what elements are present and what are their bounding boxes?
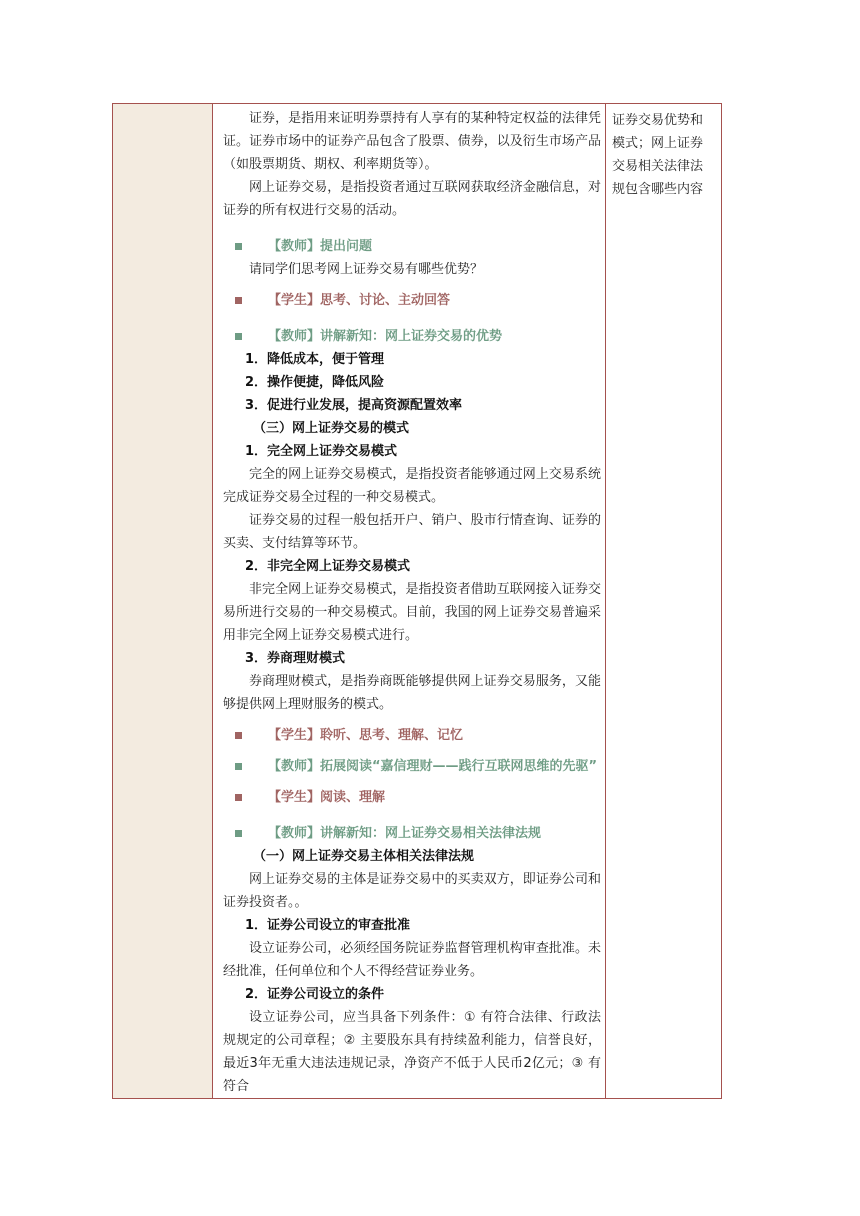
paragraph: 完全的网上证券交易模式，是指投资者能够通过网上交易系统完成证券交易全过程的一种交易模式。 [223,467,601,505]
paragraph: 证券，是指用来证明券票持有人享有的某种特定权益的法律凭证。证券市场中的证券产品包含了股票、债券，以及衍生市场产品（如股票期货、期权、利率期货等）。 [223,111,601,172]
square-bullet-icon [235,333,242,340]
activity-label: 【学生】思考、讨论、主动回答 [268,293,451,308]
paragraph: 请同学们思考网上证券交易有哪些优势？ [249,262,484,277]
subheading: 3．促进行业发展，提高资源配置效率 [245,398,463,413]
activity-label: 【教师】讲解新知：网上证券交易相关法律法规 [268,826,542,841]
square-bullet-icon [235,830,242,837]
subheading: 2．证券公司设立的条件 [245,987,385,1002]
square-bullet-icon [235,794,242,801]
activity-label: 【学生】聆听、思考、理解、记忆 [268,728,464,743]
student-activity [223,289,601,312]
activity-label: 【教师】讲解新知：网上证券交易的优势 [268,329,503,344]
student-activity [223,724,601,747]
student-activity [223,786,601,809]
teacher-activity [223,822,601,845]
paragraph: 网上证券交易的主体是证券交易中的买卖双方，即证券公司和证券投资者。。 [223,872,601,910]
paragraph: 设立证券公司，应当具备下列条件：① 有符合法律、行政法规规定的公司章程；② 主要股东具有持续盈利能力，信誉良好，最近3年无重大违法违规记录，净资产不低于人民币2亿元；③ 有符合 [223,1010,601,1094]
activity-label: 【教师】提出问题 [268,239,373,254]
section-heading: （一）网上证券交易主体相关法律法规 [253,849,475,864]
paragraph: 证券交易的过程一般包括开户、销户、股市行情查询、证券的买卖、支付结算等环节。 [223,513,601,551]
subheading: 2．非完全网上证券交易模式 [245,559,411,574]
lesson-plan-table [112,103,722,1099]
subheading: 3．券商理财模式 [245,651,346,666]
subheading: 1．完全网上证券交易模式 [245,444,398,459]
paragraph: 网上证券交易，是指投资者通过互联网获取经济金融信息，对证券的所有权进行交易的活动。 [223,180,601,218]
subheading: 1．证券公司设立的审查批准 [245,918,411,933]
square-bullet-icon [235,732,242,739]
paragraph: 设立证券公司，必须经国务院证券监督管理机构审查批准。未经批准，任何单位和个人不得经营证券业务。 [223,941,601,979]
section-heading: （三）网上证券交易的模式 [253,421,410,436]
teacher-activity [223,235,601,258]
activity-label: 【学生】阅读、理解 [268,790,386,805]
activity-label: 【教师】拓展阅读“嘉信理财——践行互联网思维的先驱” [268,759,598,774]
subheading: 2．操作便捷，降低风险 [245,375,385,390]
square-bullet-icon [235,243,242,250]
paragraph: 非完全网上证券交易模式，是指投资者借助互联网接入证券交易所进行交易的一种交易模式。目前，我国的网上证券交易普遍采用非完全网上证券交易模式进行。 [223,582,601,643]
notes-column [606,104,720,1098]
stage-column [113,104,213,1098]
key-points-note: 证券交易优势和模式；网上证券交易相关法律法规包含哪些内容 [612,113,704,197]
teacher-activity [223,755,601,778]
teacher-activity [223,325,601,348]
paragraph: 券商理财模式，是指券商既能够提供网上证券交易服务，又能够提供网上理财服务的模式。 [223,674,601,712]
content-body [223,107,601,1098]
content-column [213,104,606,1098]
square-bullet-icon [235,763,242,770]
subheading: 1．降低成本，便于管理 [245,352,385,367]
square-bullet-icon [235,297,242,304]
